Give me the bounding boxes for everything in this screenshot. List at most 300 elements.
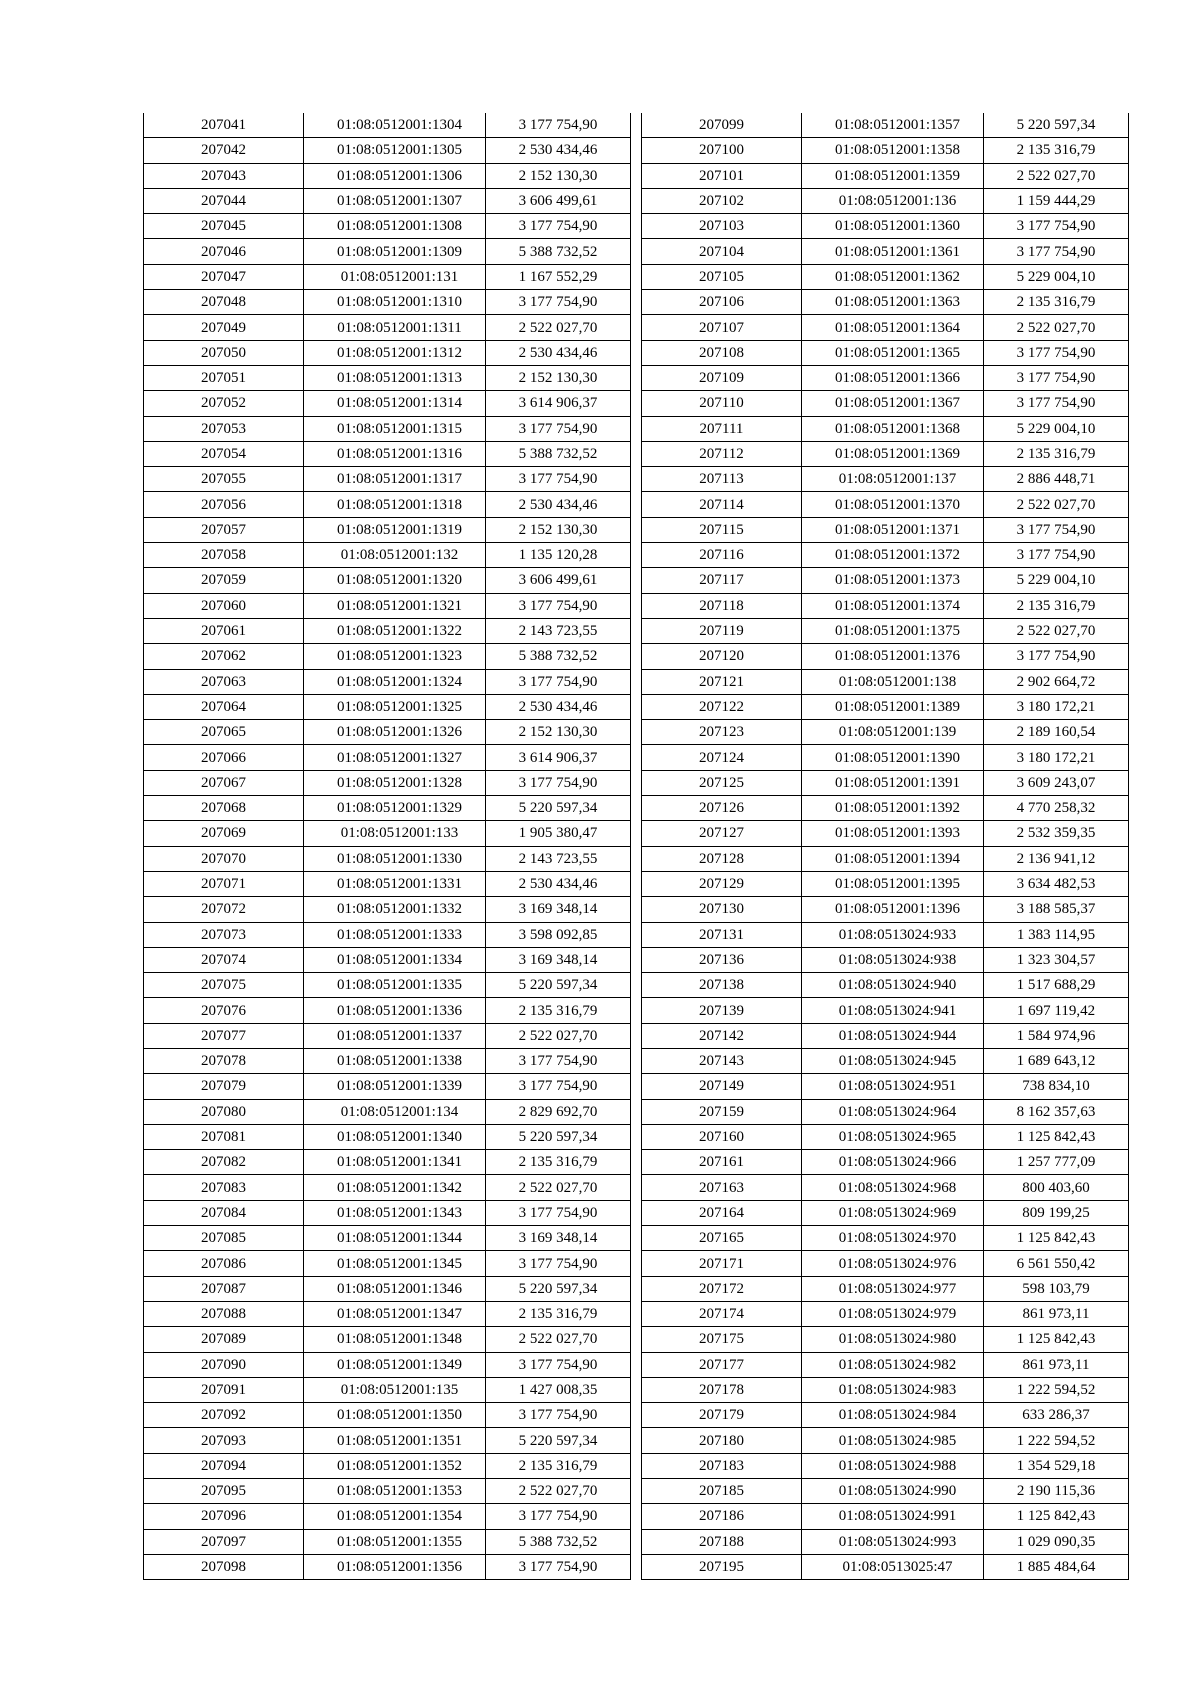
- record-number-cell: 207094: [144, 1453, 304, 1478]
- table-row: [144, 365, 631, 390]
- record-number-cell: 207088: [144, 1301, 304, 1326]
- cadastral-value-cell: 2 135 316,79: [486, 1453, 631, 1478]
- cadastral-number-cell: 01:08:0512001:1350: [304, 1403, 486, 1428]
- cadastral-value-cell: 5 220 597,34: [486, 1428, 631, 1453]
- cadastral-value-cell: 3 177 754,90: [984, 214, 1129, 239]
- cadastral-value-cell: 3 188 585,37: [984, 897, 1129, 922]
- cadastral-value-cell: 3 177 754,90: [486, 1048, 631, 1073]
- table-row: [642, 163, 1129, 188]
- table-row: [642, 467, 1129, 492]
- record-number-cell: 207083: [144, 1175, 304, 1200]
- record-number-cell: 207073: [144, 922, 304, 947]
- cadastral-number-cell: 01:08:0512001:1306: [304, 163, 486, 188]
- cadastral-number-cell: 01:08:0513024:983: [802, 1377, 984, 1402]
- record-number-cell: 207081: [144, 1124, 304, 1149]
- record-number-cell: 207056: [144, 492, 304, 517]
- cadastral-value-cell: 3 177 754,90: [486, 669, 631, 694]
- cadastral-number-cell: 01:08:0512001:1325: [304, 694, 486, 719]
- cadastral-value-cell: 3 614 906,37: [486, 391, 631, 416]
- cadastral-number-cell: 01:08:0512001:1308: [304, 214, 486, 239]
- record-number-cell: 207042: [144, 138, 304, 163]
- cadastral-number-cell: 01:08:0512001:1318: [304, 492, 486, 517]
- record-number-cell: 207171: [642, 1251, 802, 1276]
- record-number-cell: 207130: [642, 897, 802, 922]
- table-row: [642, 1276, 1129, 1301]
- record-number-cell: 207059: [144, 568, 304, 593]
- cadastral-number-cell: 01:08:0512001:1363: [802, 290, 984, 315]
- cadastral-value-cell: 5 220 597,34: [984, 113, 1129, 138]
- table-row: [144, 416, 631, 441]
- cadastral-number-cell: 01:08:0512001:1315: [304, 416, 486, 441]
- record-number-cell: 207131: [642, 922, 802, 947]
- table-row: [144, 467, 631, 492]
- table-row: [144, 1352, 631, 1377]
- cadastral-number-cell: 01:08:0512001:1349: [304, 1352, 486, 1377]
- table-row: [642, 1428, 1129, 1453]
- table-row: [144, 644, 631, 669]
- record-number-cell: 207136: [642, 947, 802, 972]
- cadastral-value-cell: 3 177 754,90: [486, 1352, 631, 1377]
- cadastral-value-cell: 1 697 119,42: [984, 998, 1129, 1023]
- table-row: [144, 214, 631, 239]
- cadastral-number-cell: 01:08:0512001:1304: [304, 113, 486, 138]
- record-number-cell: 207079: [144, 1074, 304, 1099]
- cadastral-value-cell: 1 383 114,95: [984, 922, 1129, 947]
- table-row: [642, 1226, 1129, 1251]
- cadastral-value-cell: 3 177 754,90: [486, 467, 631, 492]
- record-number-cell: 207080: [144, 1099, 304, 1124]
- table-row: [642, 1327, 1129, 1352]
- cadastral-number-cell: 01:08:0512001:136: [802, 188, 984, 213]
- cadastral-number-cell: 01:08:0513025:47: [802, 1554, 984, 1579]
- cadastral-value-cell: 800 403,60: [984, 1175, 1129, 1200]
- record-number-cell: 207107: [642, 315, 802, 340]
- cadastral-value-cell: 3 180 172,21: [984, 694, 1129, 719]
- cadastral-value-cell: 3 177 754,90: [984, 391, 1129, 416]
- table-row: [642, 947, 1129, 972]
- table-row: [642, 694, 1129, 719]
- cadastral-value-cell: 3 609 243,07: [984, 770, 1129, 795]
- record-number-cell: 207091: [144, 1377, 304, 1402]
- record-number-cell: 207090: [144, 1352, 304, 1377]
- cadastral-number-cell: 01:08:0513024:940: [802, 973, 984, 998]
- table-row: [144, 163, 631, 188]
- cadastral-number-cell: 01:08:0513024:991: [802, 1504, 984, 1529]
- cadastral-number-cell: 01:08:0512001:1372: [802, 543, 984, 568]
- cadastral-value-cell: 3 598 092,85: [486, 922, 631, 947]
- table-row: [144, 441, 631, 466]
- cadastral-number-cell: 01:08:0512001:1389: [802, 694, 984, 719]
- table-row: [642, 517, 1129, 542]
- table-row: [144, 1554, 631, 1579]
- cadastral-value-cell: 2 532 359,35: [984, 821, 1129, 846]
- cadastral-number-cell: 01:08:0513024:970: [802, 1226, 984, 1251]
- table-row: [144, 669, 631, 694]
- table-row: [642, 1124, 1129, 1149]
- table-row: [144, 947, 631, 972]
- cadastral-number-cell: 01:08:0512001:1307: [304, 188, 486, 213]
- table-row: [144, 1479, 631, 1504]
- record-number-cell: 207065: [144, 720, 304, 745]
- record-number-cell: 207178: [642, 1377, 802, 1402]
- table-row: [642, 1529, 1129, 1554]
- cadastral-value-cell: 1 584 974,96: [984, 1023, 1129, 1048]
- cadastral-number-cell: 01:08:0512001:1354: [304, 1504, 486, 1529]
- table-row: [144, 618, 631, 643]
- cadastral-number-cell: 01:08:0513024:933: [802, 922, 984, 947]
- table-row: [144, 973, 631, 998]
- cadastral-value-cell: 2 522 027,70: [984, 492, 1129, 517]
- cadastral-number-cell: 01:08:0512001:1317: [304, 467, 486, 492]
- cadastral-value-cell: 1 222 594,52: [984, 1428, 1129, 1453]
- record-number-cell: 207068: [144, 796, 304, 821]
- cadastral-value-cell: 5 220 597,34: [486, 1276, 631, 1301]
- registry-table-left: [143, 113, 631, 1580]
- cadastral-value-cell: 1 354 529,18: [984, 1453, 1129, 1478]
- cadastral-value-cell: 3 177 754,90: [984, 517, 1129, 542]
- record-number-cell: 207074: [144, 947, 304, 972]
- table-row: [144, 1403, 631, 1428]
- table-row: [144, 593, 631, 618]
- cadastral-number-cell: 01:08:0512001:1357: [802, 113, 984, 138]
- table-row: [642, 821, 1129, 846]
- record-number-cell: 207112: [642, 441, 802, 466]
- cadastral-value-cell: 2 522 027,70: [486, 1327, 631, 1352]
- cadastral-value-cell: 6 561 550,42: [984, 1251, 1129, 1276]
- record-number-cell: 207188: [642, 1529, 802, 1554]
- cadastral-value-cell: 5 388 732,52: [486, 1529, 631, 1554]
- cadastral-value-cell: 2 135 316,79: [984, 441, 1129, 466]
- cadastral-value-cell: 1 125 842,43: [984, 1124, 1129, 1149]
- record-number-cell: 207172: [642, 1276, 802, 1301]
- cadastral-number-cell: 01:08:0512001:1332: [304, 897, 486, 922]
- record-number-cell: 207053: [144, 416, 304, 441]
- table-row: [144, 846, 631, 871]
- cadastral-number-cell: 01:08:0513024:990: [802, 1479, 984, 1504]
- record-number-cell: 207096: [144, 1504, 304, 1529]
- table-row: [642, 188, 1129, 213]
- record-number-cell: 207139: [642, 998, 802, 1023]
- record-number-cell: 207110: [642, 391, 802, 416]
- cadastral-value-cell: 5 388 732,52: [486, 644, 631, 669]
- table-row: [642, 618, 1129, 643]
- record-number-cell: 207174: [642, 1301, 802, 1326]
- record-number-cell: 207125: [642, 770, 802, 795]
- cadastral-number-cell: 01:08:0512001:1352: [304, 1453, 486, 1478]
- record-number-cell: 207067: [144, 770, 304, 795]
- cadastral-value-cell: 3 177 754,90: [486, 113, 631, 138]
- table-row: [144, 998, 631, 1023]
- cadastral-number-cell: 01:08:0512001:1370: [802, 492, 984, 517]
- cadastral-value-cell: 861 973,11: [984, 1352, 1129, 1377]
- cadastral-value-cell: 3 634 482,53: [984, 871, 1129, 896]
- record-number-cell: 207164: [642, 1200, 802, 1225]
- cadastral-value-cell: 5 220 597,34: [486, 973, 631, 998]
- table-row: [144, 1453, 631, 1478]
- record-number-cell: 207113: [642, 467, 802, 492]
- cadastral-number-cell: 01:08:0513024:968: [802, 1175, 984, 1200]
- table-row: [642, 720, 1129, 745]
- record-number-cell: 207100: [642, 138, 802, 163]
- table-row: [144, 1327, 631, 1352]
- record-number-cell: 207057: [144, 517, 304, 542]
- cadastral-number-cell: 01:08:0513024:977: [802, 1276, 984, 1301]
- record-number-cell: 207128: [642, 846, 802, 871]
- cadastral-number-cell: 01:08:0512001:1309: [304, 239, 486, 264]
- cadastral-value-cell: 3 177 754,90: [984, 340, 1129, 365]
- cadastral-number-cell: 01:08:0512001:134: [304, 1099, 486, 1124]
- table-row: [642, 441, 1129, 466]
- table-row: [144, 188, 631, 213]
- table-row: [642, 669, 1129, 694]
- cadastral-number-cell: 01:08:0512001:1319: [304, 517, 486, 542]
- record-number-cell: 207101: [642, 163, 802, 188]
- table-row: [144, 1529, 631, 1554]
- cadastral-number-cell: 01:08:0512001:1390: [802, 745, 984, 770]
- record-number-cell: 207049: [144, 315, 304, 340]
- table-row: [144, 694, 631, 719]
- table-row: [642, 1554, 1129, 1579]
- record-number-cell: 207124: [642, 745, 802, 770]
- cadastral-number-cell: 01:08:0512001:1353: [304, 1479, 486, 1504]
- record-number-cell: 207109: [642, 365, 802, 390]
- cadastral-value-cell: 2 522 027,70: [984, 618, 1129, 643]
- cadastral-value-cell: 2 530 434,46: [486, 871, 631, 896]
- cadastral-value-cell: 3 177 754,90: [486, 1554, 631, 1579]
- cadastral-value-cell: 2 886 448,71: [984, 467, 1129, 492]
- cadastral-value-cell: 2 136 941,12: [984, 846, 1129, 871]
- cadastral-number-cell: 01:08:0512001:1326: [304, 720, 486, 745]
- record-number-cell: 207098: [144, 1554, 304, 1579]
- cadastral-value-cell: 1 167 552,29: [486, 264, 631, 289]
- record-number-cell: 207046: [144, 239, 304, 264]
- cadastral-value-cell: 3 606 499,61: [486, 188, 631, 213]
- record-number-cell: 207058: [144, 543, 304, 568]
- record-number-cell: 207055: [144, 467, 304, 492]
- table-row: [642, 1074, 1129, 1099]
- cadastral-number-cell: 01:08:0512001:135: [304, 1377, 486, 1402]
- record-number-cell: 207161: [642, 1150, 802, 1175]
- record-number-cell: 207050: [144, 340, 304, 365]
- table-row: [144, 1251, 631, 1276]
- cadastral-number-cell: 01:08:0512001:1322: [304, 618, 486, 643]
- record-number-cell: 207102: [642, 188, 802, 213]
- cadastral-number-cell: 01:08:0512001:1392: [802, 796, 984, 821]
- record-number-cell: 207097: [144, 1529, 304, 1554]
- cadastral-number-cell: 01:08:0512001:133: [304, 821, 486, 846]
- table-row: [642, 973, 1129, 998]
- table-row: [642, 1175, 1129, 1200]
- cadastral-number-cell: 01:08:0512001:1348: [304, 1327, 486, 1352]
- table-row: [642, 1352, 1129, 1377]
- table-row: [642, 1504, 1129, 1529]
- record-number-cell: 207177: [642, 1352, 802, 1377]
- table-row: [144, 239, 631, 264]
- record-number-cell: 207072: [144, 897, 304, 922]
- cadastral-number-cell: 01:08:0512001:1394: [802, 846, 984, 871]
- cadastral-value-cell: 2 135 316,79: [486, 1301, 631, 1326]
- table-row: [642, 340, 1129, 365]
- table-row: [144, 720, 631, 745]
- cadastral-value-cell: 3 177 754,90: [984, 365, 1129, 390]
- table-row: [642, 1200, 1129, 1225]
- table-row: [642, 214, 1129, 239]
- table-row: [642, 1251, 1129, 1276]
- cadastral-value-cell: 2 143 723,55: [486, 846, 631, 871]
- table-row: [642, 745, 1129, 770]
- cadastral-value-cell: 3 606 499,61: [486, 568, 631, 593]
- table-row: [144, 1301, 631, 1326]
- record-number-cell: 207114: [642, 492, 802, 517]
- cadastral-value-cell: 2 135 316,79: [984, 593, 1129, 618]
- cadastral-value-cell: 1 689 643,12: [984, 1048, 1129, 1073]
- table-row: [144, 1124, 631, 1149]
- record-number-cell: 207106: [642, 290, 802, 315]
- cadastral-number-cell: 01:08:0512001:1335: [304, 973, 486, 998]
- cadastral-value-cell: 8 162 357,63: [984, 1099, 1129, 1124]
- cadastral-value-cell: 2 522 027,70: [486, 1479, 631, 1504]
- cadastral-number-cell: 01:08:0512001:1331: [304, 871, 486, 896]
- cadastral-number-cell: 01:08:0513024:965: [802, 1124, 984, 1149]
- cadastral-number-cell: 01:08:0512001:1359: [802, 163, 984, 188]
- cadastral-value-cell: 5 229 004,10: [984, 568, 1129, 593]
- record-number-cell: 207126: [642, 796, 802, 821]
- cadastral-number-cell: 01:08:0512001:1311: [304, 315, 486, 340]
- cadastral-value-cell: 3 169 348,14: [486, 947, 631, 972]
- cadastral-number-cell: 01:08:0513024:945: [802, 1048, 984, 1073]
- record-number-cell: 207076: [144, 998, 304, 1023]
- cadastral-number-cell: 01:08:0512001:1391: [802, 770, 984, 795]
- cadastral-number-cell: 01:08:0512001:138: [802, 669, 984, 694]
- table-row: [144, 1048, 631, 1073]
- cadastral-value-cell: 2 522 027,70: [486, 1023, 631, 1048]
- record-number-cell: 207103: [642, 214, 802, 239]
- record-number-cell: 207052: [144, 391, 304, 416]
- cadastral-value-cell: 2 530 434,46: [486, 340, 631, 365]
- table-row: [144, 770, 631, 795]
- table-row: [642, 492, 1129, 517]
- cadastral-value-cell: 3 177 754,90: [486, 290, 631, 315]
- cadastral-value-cell: 2 530 434,46: [486, 138, 631, 163]
- cadastral-number-cell: 01:08:0512001:1361: [802, 239, 984, 264]
- table-row: [144, 517, 631, 542]
- record-number-cell: 207120: [642, 644, 802, 669]
- cadastral-value-cell: 1 905 380,47: [486, 821, 631, 846]
- cadastral-value-cell: 2 522 027,70: [984, 315, 1129, 340]
- cadastral-value-cell: 1 517 688,29: [984, 973, 1129, 998]
- record-number-cell: 207054: [144, 441, 304, 466]
- record-number-cell: 207086: [144, 1251, 304, 1276]
- record-number-cell: 207044: [144, 188, 304, 213]
- cadastral-value-cell: 3 177 754,90: [984, 239, 1129, 264]
- cadastral-number-cell: 01:08:0513024:941: [802, 998, 984, 1023]
- record-number-cell: 207108: [642, 340, 802, 365]
- cadastral-number-cell: 01:08:0512001:1395: [802, 871, 984, 896]
- cadastral-number-cell: 01:08:0512001:1323: [304, 644, 486, 669]
- cadastral-number-cell: 01:08:0512001:1328: [304, 770, 486, 795]
- table-row: [144, 113, 631, 138]
- table-row: [642, 644, 1129, 669]
- cadastral-value-cell: 738 834,10: [984, 1074, 1129, 1099]
- cadastral-number-cell: 01:08:0512001:1360: [802, 214, 984, 239]
- cadastral-number-cell: 01:08:0513024:980: [802, 1327, 984, 1352]
- cadastral-value-cell: 2 189 160,54: [984, 720, 1129, 745]
- table-row: [642, 543, 1129, 568]
- table-row: [144, 922, 631, 947]
- table-row: [144, 1175, 631, 1200]
- cadastral-number-cell: 01:08:0512001:131: [304, 264, 486, 289]
- record-number-cell: 207149: [642, 1074, 802, 1099]
- record-number-cell: 207043: [144, 163, 304, 188]
- cadastral-value-cell: 2 152 130,30: [486, 163, 631, 188]
- table-row: [642, 770, 1129, 795]
- cadastral-value-cell: 3 177 754,90: [486, 214, 631, 239]
- record-number-cell: 207071: [144, 871, 304, 896]
- record-number-cell: 207085: [144, 1226, 304, 1251]
- cadastral-number-cell: 01:08:0512001:1310: [304, 290, 486, 315]
- record-number-cell: 207160: [642, 1124, 802, 1149]
- cadastral-value-cell: 5 220 597,34: [486, 796, 631, 821]
- table-row: [642, 871, 1129, 896]
- cadastral-number-cell: 01:08:0512001:1343: [304, 1200, 486, 1225]
- table-row: [144, 1200, 631, 1225]
- record-number-cell: 207116: [642, 543, 802, 568]
- cadastral-value-cell: 2 522 027,70: [486, 1175, 631, 1200]
- cadastral-value-cell: 2 190 115,36: [984, 1479, 1129, 1504]
- record-number-cell: 207089: [144, 1327, 304, 1352]
- cadastral-value-cell: 598 103,79: [984, 1276, 1129, 1301]
- cadastral-value-cell: 1 125 842,43: [984, 1327, 1129, 1352]
- cadastral-number-cell: 01:08:0513024:944: [802, 1023, 984, 1048]
- table-row: [144, 1023, 631, 1048]
- record-number-cell: 207163: [642, 1175, 802, 1200]
- table-row: [144, 138, 631, 163]
- cadastral-number-cell: 01:08:0512001:1347: [304, 1301, 486, 1326]
- cadastral-value-cell: 1 135 120,28: [486, 543, 631, 568]
- cadastral-value-cell: 2 522 027,70: [486, 315, 631, 340]
- record-number-cell: 207119: [642, 618, 802, 643]
- cadastral-number-cell: 01:08:0512001:1344: [304, 1226, 486, 1251]
- cadastral-number-cell: 01:08:0512001:1375: [802, 618, 984, 643]
- record-number-cell: 207066: [144, 745, 304, 770]
- cadastral-value-cell: 3 177 754,90: [984, 543, 1129, 568]
- table-row: [642, 239, 1129, 264]
- cadastral-number-cell: 01:08:0512001:1356: [304, 1554, 486, 1579]
- table-row: [144, 1099, 631, 1124]
- record-number-cell: 207122: [642, 694, 802, 719]
- cadastral-number-cell: 01:08:0513024:966: [802, 1150, 984, 1175]
- cadastral-number-cell: 01:08:0513024:951: [802, 1074, 984, 1099]
- table-row: [642, 897, 1129, 922]
- table-row: [144, 1226, 631, 1251]
- record-number-cell: 207105: [642, 264, 802, 289]
- table-row: [642, 1023, 1129, 1048]
- cadastral-number-cell: 01:08:0513024:976: [802, 1251, 984, 1276]
- record-number-cell: 207099: [642, 113, 802, 138]
- cadastral-value-cell: 3 177 754,90: [486, 416, 631, 441]
- table-row: [642, 568, 1129, 593]
- cadastral-number-cell: 01:08:0513024:969: [802, 1200, 984, 1225]
- record-number-cell: 207159: [642, 1099, 802, 1124]
- cadastral-value-cell: 2 135 316,79: [984, 138, 1129, 163]
- table-row: [642, 1479, 1129, 1504]
- table-row: [144, 871, 631, 896]
- cadastral-number-cell: 01:08:0512001:1351: [304, 1428, 486, 1453]
- table-row: [642, 1099, 1129, 1124]
- registry-table-right-body: [642, 113, 1129, 1580]
- table-row: [642, 846, 1129, 871]
- table-row: [642, 1301, 1129, 1326]
